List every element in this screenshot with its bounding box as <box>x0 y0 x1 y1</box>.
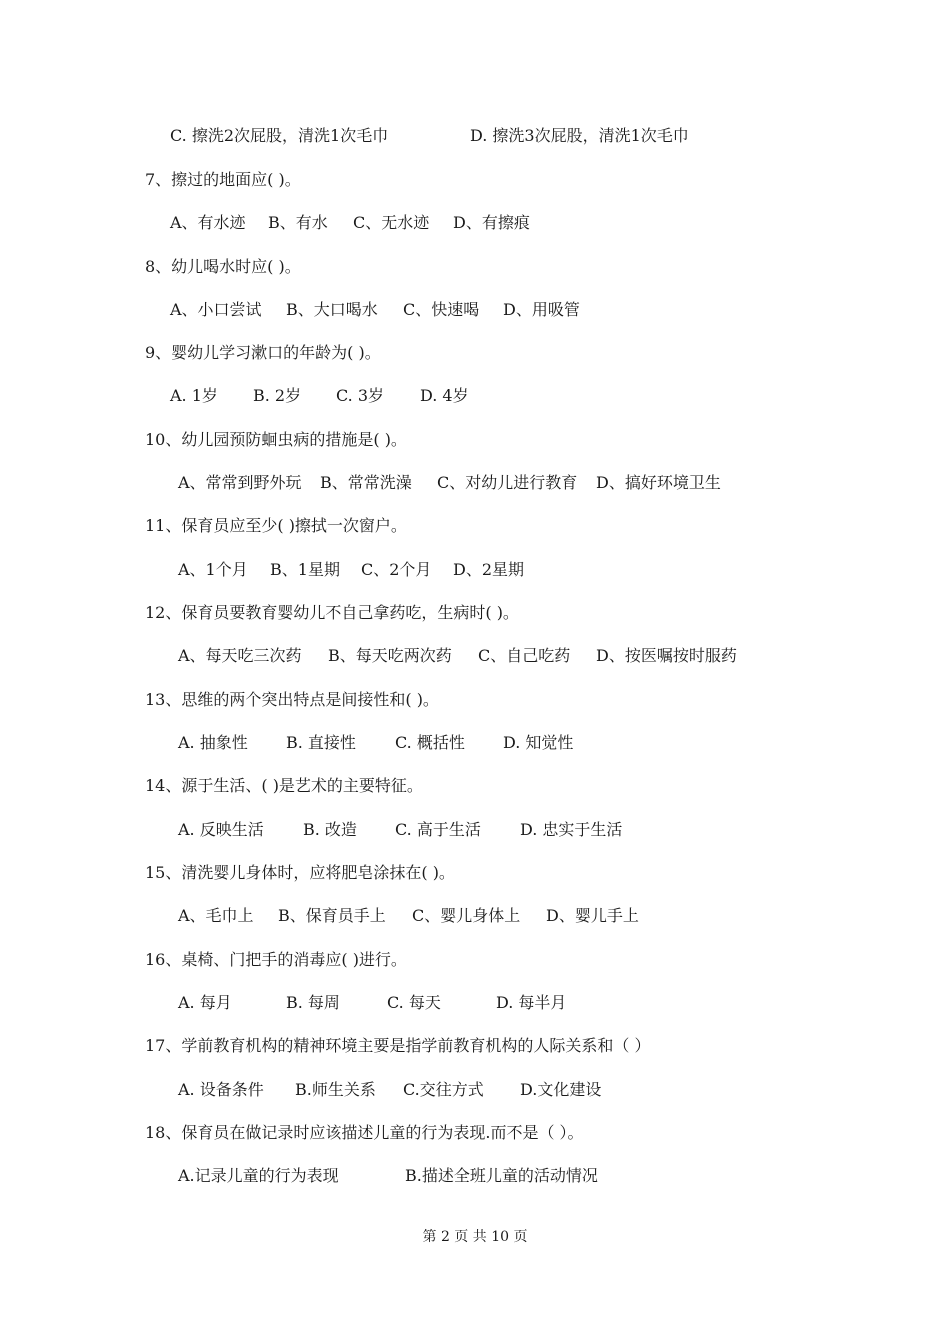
option: A. 反映生活 <box>178 820 264 839</box>
question-17: 17、学前教育机构的精神环境主要是指学前教育机构的人际关系和（ ） <box>145 1036 651 1055</box>
question-15: 15、清洗婴儿身体时，应将肥皂涂抹在( )。 <box>145 863 455 882</box>
options-row <box>0 820 950 840</box>
option: B、有水 <box>268 213 328 232</box>
question-16: 16、桌椅、门把手的消毒应( )进行。 <box>145 950 407 969</box>
option: A、毛巾上 <box>178 906 254 925</box>
option: D、有擦痕 <box>453 213 530 232</box>
option: A、常常到野外玩 <box>178 473 302 492</box>
option: B、保育员手上 <box>278 906 386 925</box>
option: A.记录儿童的行为表现 <box>178 1166 339 1185</box>
option: D、用吸管 <box>503 300 580 319</box>
option: D、搞好环境卫生 <box>596 473 721 492</box>
question-9: 9、婴幼儿学习漱口的年龄为( )。 <box>145 343 381 362</box>
option: B. 改造 <box>303 820 357 839</box>
option: C. 高于生活 <box>395 820 481 839</box>
option: D、按医嘱按时服药 <box>596 646 737 665</box>
options-row <box>0 1166 950 1186</box>
option: C. 3岁 <box>336 386 385 405</box>
options-row <box>0 993 950 1013</box>
option: C、婴儿身体上 <box>412 906 521 925</box>
option: B.描述全班儿童的活动情况 <box>405 1166 598 1185</box>
question-11: 11、保育员应至少( )擦拭一次窗户。 <box>145 516 407 535</box>
option: C、2个月 <box>361 560 432 579</box>
options-row <box>0 126 950 146</box>
option: A. 每月 <box>178 993 232 1012</box>
options-row <box>0 1080 950 1100</box>
options-row <box>0 906 950 926</box>
option: A、1个月 <box>178 560 248 579</box>
option: D、婴儿手上 <box>546 906 639 925</box>
option: A. 抽象性 <box>178 733 248 752</box>
option: B. 每周 <box>286 993 340 1012</box>
option: B、大口喝水 <box>286 300 378 319</box>
option: B、1星期 <box>270 560 340 579</box>
option: C、快速喝 <box>403 300 480 319</box>
option: A、有水迹 <box>170 213 246 232</box>
option: A、每天吃三次药 <box>178 646 302 665</box>
option: D. 擦洗3次屁股，清洗1次毛巾 <box>470 126 689 145</box>
options-row <box>0 300 950 320</box>
option: A. 设备条件 <box>178 1080 264 1099</box>
option: C. 概括性 <box>395 733 465 752</box>
option: D. 每半月 <box>496 993 567 1012</box>
option: C. 每天 <box>387 993 441 1012</box>
option: B、常常洗澡 <box>320 473 412 492</box>
option: A、小口尝试 <box>170 300 262 319</box>
option: D. 忠实于生活 <box>520 820 623 839</box>
options-row <box>0 473 950 493</box>
option: D. 4岁 <box>420 386 469 405</box>
page-footer: 第 2 页 共 10 页 <box>422 1229 528 1245</box>
option: C.交往方式 <box>403 1080 484 1099</box>
options-row <box>0 386 950 406</box>
option: A. 1岁 <box>170 386 218 405</box>
question-12: 12、保育员要教育婴幼儿不自己拿药吃，生病时( )。 <box>145 603 519 622</box>
question-8: 8、幼儿喝水时应( )。 <box>145 257 301 276</box>
question-10: 10、幼儿园预防蛔虫病的措施是( )。 <box>145 430 407 449</box>
option: C. 擦洗2次屁股，清洗1次毛巾 <box>170 126 389 145</box>
options-row <box>0 733 950 753</box>
question-14: 14、源于生活、( )是艺术的主要特征。 <box>145 776 423 795</box>
option: B. 2岁 <box>253 386 302 405</box>
option: D. 知觉性 <box>503 733 574 752</box>
options-row <box>0 646 950 666</box>
options-row <box>0 560 950 580</box>
options-row <box>0 213 950 233</box>
option: B、每天吃两次药 <box>328 646 452 665</box>
question-13: 13、思维的两个突出特点是间接性和( )。 <box>145 690 439 709</box>
option: B.师生关系 <box>295 1080 376 1099</box>
option: D.文化建设 <box>520 1080 602 1099</box>
option: B. 直接性 <box>286 733 356 752</box>
option: C、对幼儿进行教育 <box>437 473 578 492</box>
question-7: 7、擦过的地面应( )。 <box>145 170 301 189</box>
option: C、自己吃药 <box>478 646 571 665</box>
option: C、无水迹 <box>353 213 430 232</box>
option: D、2星期 <box>453 560 525 579</box>
question-18: 18、保育员在做记录时应该描述儿童的行为表现.而不是（ ）。 <box>145 1123 584 1142</box>
